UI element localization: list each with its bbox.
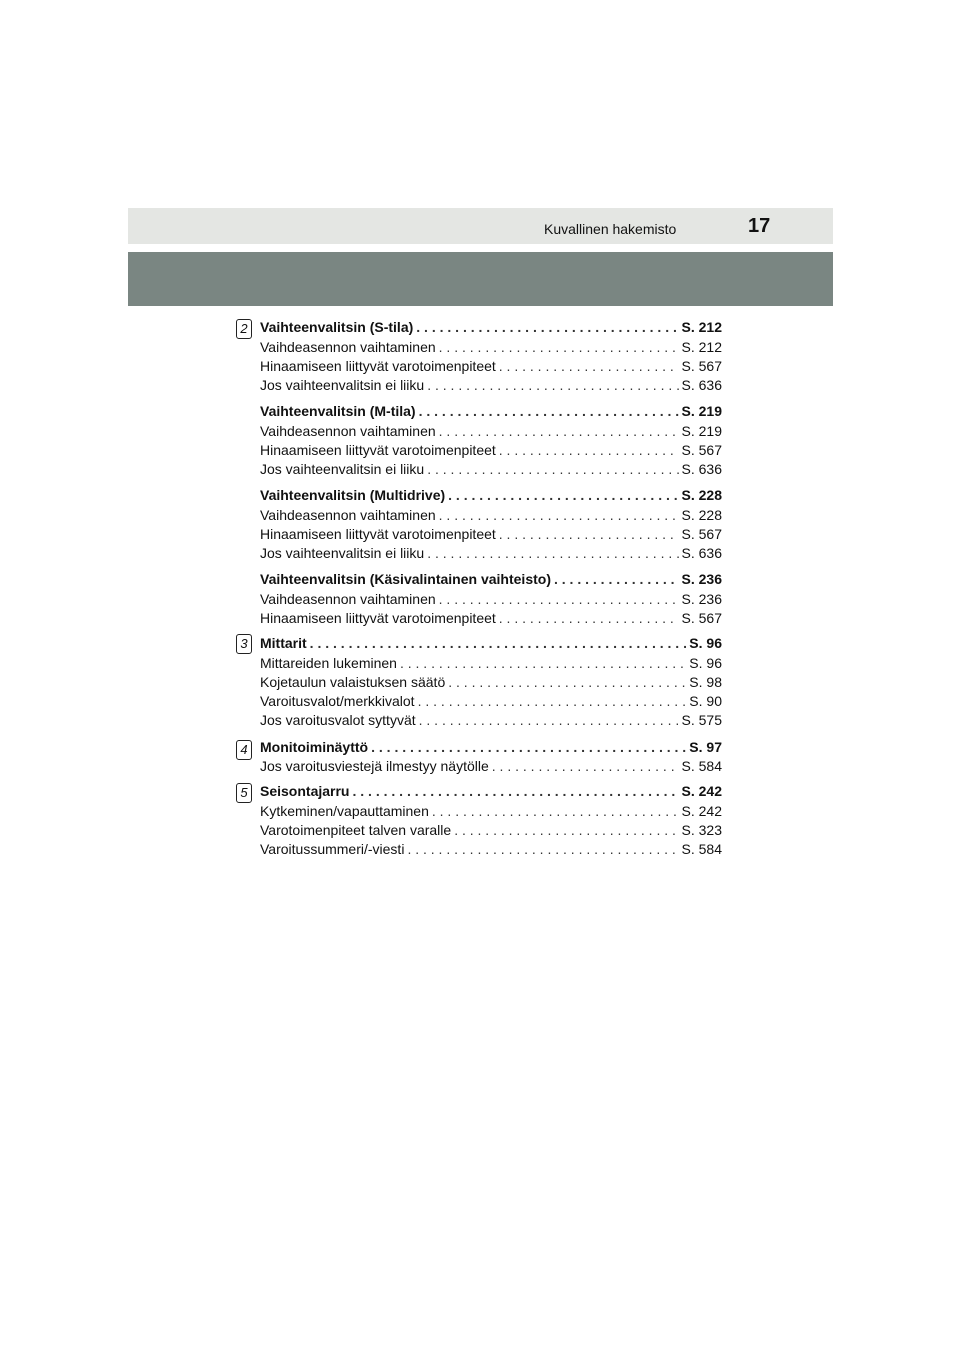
index-entry [260, 590, 722, 609]
dot-leader [554, 570, 679, 589]
dot-leader [432, 802, 679, 821]
index-entry [260, 821, 722, 840]
entry-label: Varoitussummeri/-viesti [260, 841, 405, 857]
entry-label: Jos vaihteenvalitsin ei liiku [260, 377, 425, 393]
entry-label: Jos varoitusvalot syttyvät [260, 712, 416, 728]
entry-label: Hinaamiseen liittyvät varotoimenpiteet [260, 526, 496, 542]
dot-leader [427, 376, 678, 395]
entry-label: Jos vaihteenvalitsin ei liiku [260, 545, 425, 561]
entry-page-ref[interactable]: S. 219 [681, 403, 722, 419]
section-marker-3: 3 [236, 634, 252, 654]
dot-leader [310, 634, 687, 653]
index-entry [260, 711, 722, 730]
dot-leader [448, 673, 686, 692]
entry-label: Kojetaulun valaistuksen säätö [260, 674, 446, 690]
dot-leader [492, 757, 679, 776]
index-entry [260, 738, 722, 757]
entry-page-ref[interactable]: S. 567 [681, 442, 722, 458]
index-entry [260, 609, 722, 628]
dot-leader [439, 422, 679, 441]
dot-leader [416, 318, 678, 337]
index-entry [260, 525, 722, 544]
header-title: Kuvallinen hakemisto [544, 221, 677, 237]
dot-leader [499, 441, 679, 460]
index-entry [260, 506, 722, 525]
index-entry [260, 376, 722, 395]
entry-page-ref[interactable]: S. 236 [681, 571, 722, 587]
index-entry [260, 840, 722, 859]
entry-label: Seisontajarru [260, 783, 350, 799]
dot-leader [427, 460, 678, 479]
entry-label: Jos varoitusviestejä ilmestyy näytölle [260, 758, 489, 774]
entry-label: Varotoimenpiteet talven varalle [260, 822, 452, 838]
entry-label: Monitoiminäyttö [260, 739, 369, 755]
index-entry [260, 692, 722, 711]
index-entry [260, 634, 722, 653]
entry-page-ref[interactable]: S. 228 [681, 507, 722, 523]
dot-leader [499, 357, 679, 376]
dot-leader [439, 506, 679, 525]
entry-page-ref[interactable]: S. 636 [681, 461, 722, 477]
entry-label: Hinaamiseen liittyvät varotoimenpiteet [260, 358, 496, 374]
dot-leader [407, 840, 678, 859]
entry-label: Jos vaihteenvalitsin ei liiku [260, 461, 425, 477]
dot-leader [499, 609, 679, 628]
index-entry [260, 357, 722, 376]
index-entry [260, 757, 722, 776]
page-number: 17 [748, 215, 771, 237]
entry-page-ref[interactable]: S. 584 [681, 758, 722, 774]
index-entry [260, 422, 722, 441]
dot-leader [419, 402, 679, 421]
entry-page-ref[interactable]: S. 567 [681, 610, 722, 626]
entry-page-ref[interactable]: S. 228 [681, 487, 722, 503]
entry-page-ref[interactable]: S. 212 [681, 339, 722, 355]
entry-page-ref[interactable]: S. 90 [689, 693, 722, 709]
entry-page-ref[interactable]: S. 212 [681, 319, 722, 335]
dot-leader [439, 338, 679, 357]
entry-page-ref[interactable]: S. 98 [689, 674, 722, 690]
entry-page-ref[interactable]: S. 575 [681, 712, 722, 728]
entry-page-ref[interactable]: S. 323 [681, 822, 722, 838]
entry-page-ref[interactable]: S. 242 [681, 783, 722, 799]
dot-leader [427, 544, 678, 563]
index-entry [260, 486, 722, 505]
index-entry [260, 318, 722, 337]
index-entry [260, 802, 722, 821]
dot-leader [439, 590, 679, 609]
entry-label: Vaihteenvalitsin (M-tila) [260, 403, 416, 419]
dot-leader [400, 654, 686, 673]
entry-label: Vaihteenvalitsin (Multidrive) [260, 487, 446, 503]
dot-leader [448, 486, 678, 505]
entry-label: Hinaamiseen liittyvät varotoimenpiteet [260, 610, 496, 626]
entry-label: Vaihteenvalitsin (S-tila) [260, 319, 414, 335]
entry-page-ref[interactable]: S. 567 [681, 526, 722, 542]
entry-label: Vaihdeasennon vaihtaminen [260, 339, 436, 355]
section-marker-4: 4 [236, 740, 252, 760]
entry-label: Vaihdeasennon vaihtaminen [260, 591, 436, 607]
index-entry [260, 782, 722, 801]
entry-page-ref[interactable]: S. 97 [689, 739, 722, 755]
entry-label: Varoitusvalot/merkkivalot [260, 693, 415, 709]
entry-page-ref[interactable]: S. 96 [689, 635, 722, 651]
dot-leader [499, 525, 679, 544]
entry-page-ref[interactable]: S. 636 [681, 545, 722, 561]
index-entry [260, 460, 722, 479]
dot-leader [419, 711, 679, 730]
dot-leader [371, 738, 686, 757]
entry-page-ref[interactable]: S. 96 [689, 655, 722, 671]
index-entry [260, 441, 722, 460]
dot-leader [454, 821, 678, 840]
index-entry [260, 673, 722, 692]
index-entry [260, 338, 722, 357]
index-entry [260, 544, 722, 563]
section-band [128, 252, 833, 306]
index-entry [260, 402, 722, 421]
entry-label: Hinaamiseen liittyvät varotoimenpiteet [260, 442, 496, 458]
index-entry [260, 570, 722, 589]
entry-label: Mittarit [260, 635, 307, 651]
section-marker-5: 5 [236, 783, 252, 803]
entry-label: Vaihdeasennon vaihtaminen [260, 507, 436, 523]
entry-page-ref[interactable]: S. 219 [681, 423, 722, 439]
index-entry [260, 654, 722, 673]
entry-page-ref[interactable]: S. 567 [681, 358, 722, 374]
dot-leader [352, 782, 678, 801]
entry-page-ref[interactable]: S. 236 [681, 591, 722, 607]
dot-leader [418, 692, 687, 711]
entry-page-ref[interactable]: S. 636 [681, 377, 722, 393]
section-marker-2: 2 [236, 319, 252, 339]
entry-label: Mittareiden lukeminen [260, 655, 397, 671]
entry-label: Vaihdeasennon vaihtaminen [260, 423, 436, 439]
header-bar [128, 208, 833, 244]
entry-page-ref[interactable]: S. 242 [681, 803, 722, 819]
entry-label: Vaihteenvalitsin (Käsivalintainen vaihteisto) [260, 571, 551, 587]
entry-page-ref[interactable]: S. 584 [681, 841, 722, 857]
entry-label: Kytkeminen/vapauttaminen [260, 803, 429, 819]
